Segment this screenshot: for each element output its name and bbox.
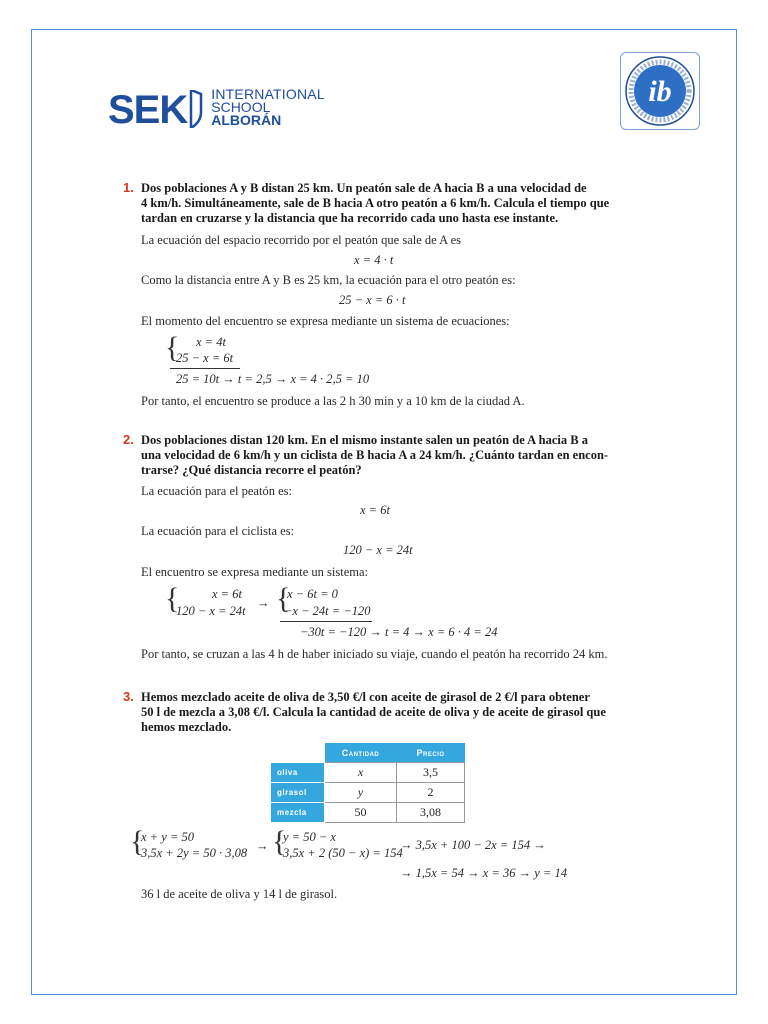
statement-line: trarse? ¿Qué distancia recorre el peatón? <box>141 463 362 477</box>
cell-cantidad: y <box>325 783 397 803</box>
p2-arrow: → <box>257 596 270 610</box>
p3-step-1: → 3,5x + 100 − 2x = 154 → <box>400 838 546 852</box>
column-header-precio: Precio <box>397 743 465 763</box>
cell-cantidad: x <box>325 763 397 783</box>
problem-3-number: 3. <box>123 689 134 704</box>
statement-line: Dos poblaciones distan 120 km. En el mismo instante salen un peatón de A hacia B a <box>141 433 588 447</box>
school-name-line2: SCHOOL <box>211 99 271 115</box>
cell-precio: 3,5 <box>397 763 465 783</box>
p2-system-right-eq2: −x − 24t = −120 <box>284 604 371 618</box>
p2-line-c: El encuentro se expresa mediante un sistema: <box>141 565 369 579</box>
p3-arrow: → <box>256 839 269 853</box>
table-row <box>271 803 465 823</box>
p1-equation-b: 25 − x = 6 · t <box>339 293 406 307</box>
p2-equation-a: x = 6t <box>360 503 390 517</box>
p1-equation-a: x = 4 · t <box>354 253 394 267</box>
problem-2-number: 2. <box>123 432 134 447</box>
problem-1-statement <box>141 181 609 226</box>
ib-globe-icon <box>621 53 699 129</box>
school-name <box>211 88 325 127</box>
p1-sum-rule <box>170 368 240 369</box>
table-row <box>271 763 465 783</box>
p1-line-c: El momento del encuentro se expresa mediante un sistema de ecuaciones: <box>141 314 510 328</box>
p3-system-right-eq2: 3,5x + 2 (50 − x) = 154 <box>283 846 403 860</box>
p2-sum-rule <box>280 621 372 622</box>
p1-system-result: 25 = 10t → t = 2,5 → x = 4 · 2,5 = 10 <box>176 372 370 386</box>
mixture-table <box>270 743 465 823</box>
ib-world-school-logo <box>620 52 700 130</box>
p1-system-eq1: x = 4t <box>196 335 226 349</box>
ib-logo-letters: ib <box>648 75 672 108</box>
p1-system-eq2: 25 − x = 6t <box>176 351 234 365</box>
cell-cantidad: 50 <box>325 803 397 823</box>
statement-line: una velocidad de 6 km/h y un ciclista de B hacia A a 24 km/h. ¿Cuánto tardan en encon- <box>141 448 609 462</box>
p3-system-left-eq1: x + y = 50 <box>141 830 194 844</box>
p2-equation-b: 120 − x = 24t <box>343 543 413 557</box>
p1-system-brace: { <box>165 331 180 364</box>
statement-line: Hemos mezclado aceite de oliva de 3,50 €/l con aceite de girasol de 2 €/l para obtener <box>141 690 590 704</box>
problem-3-statement <box>141 690 606 735</box>
row-label: oliva <box>271 763 325 783</box>
statement-line: Dos poblaciones A y B distan 25 km. Un peatón sale de A hacia B a una velocidad de <box>141 181 587 195</box>
statement-line: 4 km/h. Simultáneamente, sale de B hacia A otro peatón a 6 km/h. Calcula el tiempo que <box>141 196 610 210</box>
problem-2-statement <box>141 433 608 478</box>
statement-line: 50 l de mezcla a 3,08 €/l. Calcula la cantidad de aceite de oliva y de aceite de girasol que <box>141 705 606 719</box>
row-label: mezcla <box>271 803 325 823</box>
p3-system-right-eq1: y = 50 − x <box>283 830 336 844</box>
p2-system-brace-left: { <box>165 582 180 615</box>
row-label: girasol <box>271 783 325 803</box>
p1-line-b: Como la distancia entre A y B es 25 km, la ecuación para el otro peatón es: <box>141 273 516 287</box>
p3-system-brace-right: { <box>272 825 287 858</box>
sek-logo-mark: SEK <box>108 88 188 132</box>
table-row <box>271 783 465 803</box>
p2-line-a: La ecuación para el peatón es: <box>141 484 292 498</box>
p2-conclusion: Por tanto, se cruzan a las 4 h de haber iniciado su viaje, cuando el peatón ha recorrido 24 km. <box>141 647 608 661</box>
p3-conclusion: 36 l de aceite de oliva y 14 l de girasol. <box>141 887 338 901</box>
column-header-cantidad: Cantidad <box>325 743 397 763</box>
school-name-line1: INTERNATIONAL <box>211 86 325 102</box>
p3-system-left-eq2: 3,5x + 2y = 50 · 3,08 <box>141 846 248 860</box>
p1-conclusion: Por tanto, el encuentro se produce a las 2 h 30 min y a 10 km de la ciudad A. <box>141 394 525 408</box>
table-header-row <box>271 743 465 763</box>
statement-line: tardan en cruzarse y la distancia que ha recorrido cada uno hasta ese instante. <box>141 211 559 225</box>
sek-shield-icon <box>189 90 203 128</box>
sek-school-logo <box>108 88 325 138</box>
p3-step-2: → 1,5x = 54 → x = 36 → y = 14 <box>400 866 567 880</box>
cell-precio: 2 <box>397 783 465 803</box>
p1-line-a: La ecuación del espacio recorrido por el peatón que sale de A es <box>141 233 462 247</box>
statement-line: hemos mezclado. <box>141 720 232 734</box>
p2-system-left-eq2: 120 − x = 24t <box>176 604 246 618</box>
p2-system-brace-right: { <box>276 582 291 615</box>
p2-line-b: La ecuación para el ciclista es: <box>141 524 295 538</box>
p2-system-result: −30t = −120 → t = 4 → x = 6 · 4 = 24 <box>300 625 498 639</box>
cell-precio: 3,08 <box>397 803 465 823</box>
p2-system-right-eq1: x − 6t = 0 <box>287 587 338 601</box>
school-name-line3: ALBORÁN <box>211 112 282 128</box>
table-corner <box>271 743 325 763</box>
problem-1-number: 1. <box>123 180 134 195</box>
p2-system-left-eq1: x = 6t <box>212 587 242 601</box>
p3-system-brace-left: { <box>130 825 145 858</box>
